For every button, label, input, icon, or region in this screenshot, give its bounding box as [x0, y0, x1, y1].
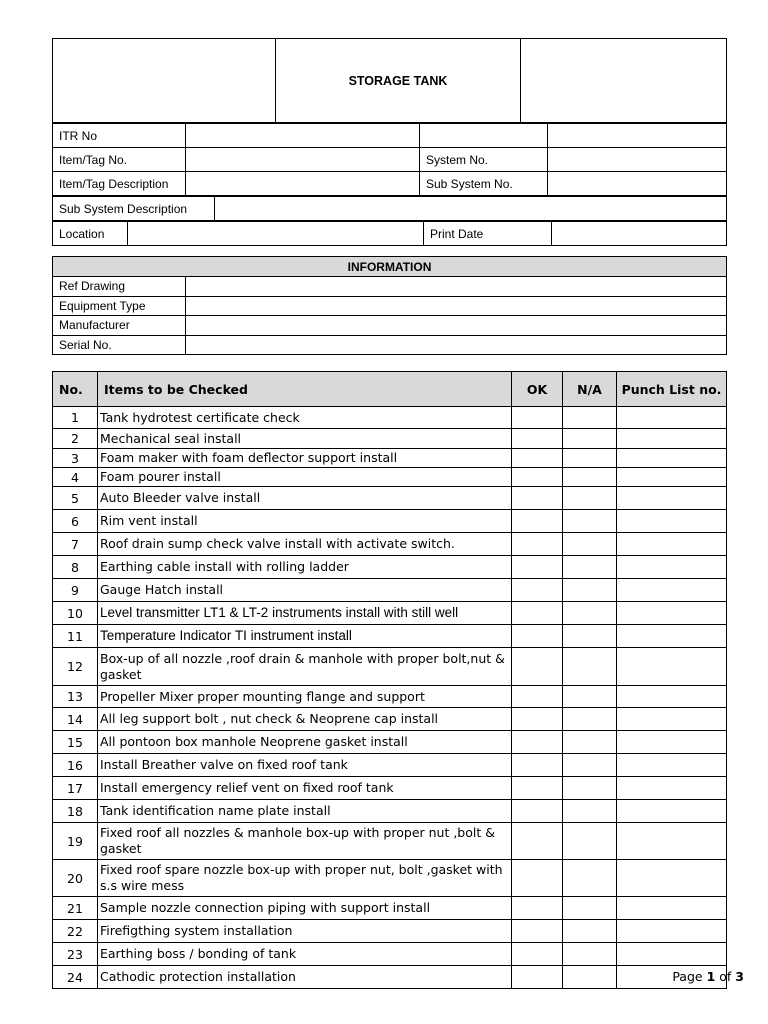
checklist-item-na[interactable]: [563, 754, 617, 777]
checklist-item-punch-list[interactable]: [617, 943, 727, 966]
checklist-row: [53, 920, 727, 943]
checklist-item-ok[interactable]: [512, 800, 563, 823]
checklist-item-text: Gauge Hatch install: [98, 579, 512, 602]
checklist-item-punch-list[interactable]: [617, 648, 727, 686]
sub-system-no-value[interactable]: [548, 172, 727, 196]
checklist-item-text: Fixed roof spare nozzle box-up with proper nut, bolt ,gasket with s.s wire mess: [98, 860, 512, 897]
checklist-row: [53, 686, 727, 708]
checklist-item-punch-list[interactable]: [617, 625, 727, 648]
serial-no-label: Serial No.: [53, 335, 186, 355]
checklist-item-na[interactable]: [563, 708, 617, 731]
checklist-item-na[interactable]: [563, 800, 617, 823]
column-items: Items to be Checked: [98, 372, 512, 407]
sub-system-no-label: Sub System No.: [420, 172, 548, 196]
system-no-label: System No.: [420, 148, 548, 172]
checklist-item-text: Sample nozzle connection piping with support install: [98, 897, 512, 920]
checklist-item-number: 16: [53, 754, 98, 777]
checklist-item-na[interactable]: [563, 897, 617, 920]
page-current: 1: [706, 969, 716, 984]
page-total: 3: [735, 969, 744, 984]
checklist-item-text: Cathodic protection installation: [98, 966, 512, 989]
checklist-item-number: 23: [53, 943, 98, 966]
print-date-value[interactable]: [552, 222, 727, 246]
checklist-item-number: 8: [53, 556, 98, 579]
checklist-item-punch-list[interactable]: [617, 533, 727, 556]
checklist-item-na[interactable]: [563, 731, 617, 754]
checklist-item-text: Auto Bleeder valve install: [98, 487, 512, 510]
header-table: [52, 38, 727, 123]
checklist-item-ok[interactable]: [512, 966, 563, 989]
column-ok: OK: [512, 372, 563, 407]
column-punch-list: Punch List no.: [617, 372, 727, 407]
checklist-item-ok[interactable]: [512, 407, 563, 429]
checklist-item-text: All leg support bolt , nut check & Neoprene cap install: [98, 708, 512, 731]
identification-table: [52, 123, 727, 246]
checklist-row: [53, 449, 727, 468]
checklist-item-number: 12: [53, 648, 98, 686]
column-na: N/A: [563, 372, 617, 407]
checklist-table: [52, 371, 727, 989]
checklist-item-text: Fixed roof all nozzles & manhole box-up with proper nut ,bolt & gasket: [98, 823, 512, 860]
checklist-item-na[interactable]: [563, 468, 617, 487]
checklist-row: [53, 800, 727, 823]
checklist-item-na[interactable]: [563, 648, 617, 686]
item-tag-no-label: Item/Tag No.: [53, 148, 186, 172]
checklist-item-number: 11: [53, 625, 98, 648]
checklist-item-ok[interactable]: [512, 579, 563, 602]
checklist-row: [53, 556, 727, 579]
checklist-row: [53, 579, 727, 602]
checklist-item-punch-list[interactable]: [617, 487, 727, 510]
checklist-item-punch-list[interactable]: [617, 860, 727, 897]
checklist-item-number: 19: [53, 823, 98, 860]
checklist-item-ok[interactable]: [512, 754, 563, 777]
checklist-item-text: Tank identification name plate install: [98, 800, 512, 823]
checklist-row: [53, 897, 727, 920]
checklist-item-na[interactable]: [563, 823, 617, 860]
checklist-item-na[interactable]: [563, 777, 617, 800]
checklist-item-number: 3: [53, 449, 98, 468]
checklist-item-text: Foam maker with foam deflector support install: [98, 449, 512, 468]
checklist-item-ok[interactable]: [512, 943, 563, 966]
column-no: No.: [53, 372, 98, 407]
checklist-row: [53, 510, 727, 533]
checklist-item-number: 21: [53, 897, 98, 920]
checklist-item-text: Roof drain sump check valve install with activate switch.: [98, 533, 512, 556]
checklist-item-ok[interactable]: [512, 897, 563, 920]
logo-cell-right: [521, 39, 727, 123]
checklist-item-na[interactable]: [563, 429, 617, 449]
checklist-item-number: 6: [53, 510, 98, 533]
checklist-row: [53, 407, 727, 429]
checklist-item-ok[interactable]: [512, 708, 563, 731]
checklist-item-text: Earthing boss / bonding of tank: [98, 943, 512, 966]
equipment-type-value[interactable]: [186, 296, 727, 316]
checklist-item-ok[interactable]: [512, 920, 563, 943]
checklist-item-number: 22: [53, 920, 98, 943]
checklist-item-ok[interactable]: [512, 648, 563, 686]
checklist-item-na[interactable]: [563, 449, 617, 468]
checklist-item-punch-list[interactable]: [617, 407, 727, 429]
checklist-item-number: 4: [53, 468, 98, 487]
checklist-item-text: Rim vent install: [98, 510, 512, 533]
checklist-item-text: All pontoon box manhole Neoprene gasket install: [98, 731, 512, 754]
checklist-item-na[interactable]: [563, 556, 617, 579]
checklist-item-na[interactable]: [563, 625, 617, 648]
checklist-item-text: Install emergency relief vent on fixed roof tank: [98, 777, 512, 800]
location-value[interactable]: [128, 222, 424, 246]
checklist-item-ok[interactable]: [512, 429, 563, 449]
checklist-item-text: Mechanical seal install: [98, 429, 512, 449]
checklist-item-number: 5: [53, 487, 98, 510]
checklist-item-na[interactable]: [563, 686, 617, 708]
checklist-row: [53, 648, 727, 686]
checklist-item-text: Tank hydrotest certificate check: [98, 407, 512, 429]
checklist-row: [53, 966, 727, 989]
sub-system-description-label: Sub System Description: [53, 197, 215, 221]
checklist-item-ok[interactable]: [512, 449, 563, 468]
checklist-item-ok[interactable]: [512, 860, 563, 897]
checklist-item-punch-list[interactable]: [617, 449, 727, 468]
checklist-item-ok[interactable]: [512, 487, 563, 510]
system-no-value[interactable]: [548, 148, 727, 172]
checklist-item-text: Firefigthing system installation: [98, 920, 512, 943]
sub-system-description-value[interactable]: [215, 197, 727, 221]
page-of: of: [719, 969, 732, 984]
checklist-row: [53, 487, 727, 510]
checklist-item-punch-list[interactable]: [617, 920, 727, 943]
checklist-item-number: 13: [53, 686, 98, 708]
checklist-item-punch-list[interactable]: [617, 897, 727, 920]
checklist-item-na[interactable]: [563, 966, 617, 989]
checklist-item-text: Propeller Mixer proper mounting flange and support: [98, 686, 512, 708]
checklist-item-na[interactable]: [563, 407, 617, 429]
page-label: Page: [672, 969, 703, 984]
checklist-row: [53, 777, 727, 800]
checklist-row: [53, 533, 727, 556]
location-label: Location: [53, 222, 128, 246]
checklist-item-punch-list[interactable]: [617, 556, 727, 579]
print-date-label: Print Date: [424, 222, 552, 246]
checklist-item-ok[interactable]: [512, 602, 563, 625]
checklist-row: [53, 754, 727, 777]
checklist-row: [53, 708, 727, 731]
checklist-item-text: Box-up of all nozzle ,roof drain & manhole with proper bolt,nut & gasket: [98, 648, 512, 686]
item-tag-description-label: Item/Tag Description: [53, 172, 186, 196]
checklist-item-na[interactable]: [563, 487, 617, 510]
checklist-item-na[interactable]: [563, 860, 617, 897]
itr-no-label: ITR No: [53, 124, 186, 148]
ref-drawing-label: Ref Drawing: [53, 277, 186, 297]
checklist-row: [53, 429, 727, 449]
checklist-body: [53, 407, 727, 989]
checklist-item-ok[interactable]: [512, 823, 563, 860]
checklist-row: [53, 823, 727, 860]
checklist-item-ok[interactable]: [512, 468, 563, 487]
checklist-item-punch-list[interactable]: [617, 579, 727, 602]
checklist-item-number: 17: [53, 777, 98, 800]
checklist-item-punch-list[interactable]: [617, 777, 727, 800]
checklist-item-punch-list[interactable]: [617, 468, 727, 487]
checklist-item-text: Earthing cable install with rolling ladder: [98, 556, 512, 579]
checklist-item-ok[interactable]: [512, 777, 563, 800]
checklist-item-ok[interactable]: [512, 533, 563, 556]
checklist-item-ok[interactable]: [512, 510, 563, 533]
itr-no-extra-value[interactable]: [548, 124, 727, 148]
checklist-item-na[interactable]: [563, 943, 617, 966]
checklist-item-punch-list[interactable]: [617, 510, 727, 533]
checklist-item-number: 15: [53, 731, 98, 754]
page-indicator: [672, 969, 744, 984]
ref-drawing-value[interactable]: [186, 277, 727, 297]
checklist-item-number: 9: [53, 579, 98, 602]
checklist-item-text: Temperature Indicator TI instrument install: [98, 625, 512, 648]
checklist-item-number: 10: [53, 602, 98, 625]
checklist-item-punch-list[interactable]: [617, 429, 727, 449]
checklist-item-text: Install Breather valve on fixed roof tank: [98, 754, 512, 777]
item-tag-no-value[interactable]: [186, 148, 420, 172]
checklist-row: [53, 731, 727, 754]
itr-no-extra[interactable]: [420, 124, 548, 148]
serial-no-value[interactable]: [186, 335, 727, 355]
checklist-item-punch-list[interactable]: [617, 800, 727, 823]
checklist-item-punch-list[interactable]: [617, 686, 727, 708]
checklist-item-na[interactable]: [563, 920, 617, 943]
equipment-type-label: Equipment Type: [53, 296, 186, 316]
checklist-row: [53, 602, 727, 625]
information-heading: INFORMATION: [53, 257, 727, 277]
checklist-item-number: 24: [53, 966, 98, 989]
checklist-item-number: 7: [53, 533, 98, 556]
checklist-row: [53, 625, 727, 648]
checklist-item-na[interactable]: [563, 510, 617, 533]
checklist-item-text: Level transmitter LT1 & LT-2 instruments install with still well: [98, 602, 512, 625]
itr-no-value[interactable]: [186, 124, 420, 148]
checklist-item-punch-list[interactable]: [617, 754, 727, 777]
document-title: STORAGE TANK: [276, 39, 521, 123]
checklist-item-ok[interactable]: [512, 731, 563, 754]
checklist-item-na[interactable]: [563, 579, 617, 602]
checklist-item-punch-list[interactable]: [617, 823, 727, 860]
checklist-item-na[interactable]: [563, 602, 617, 625]
checklist-item-ok[interactable]: [512, 556, 563, 579]
information-table: [52, 256, 727, 355]
checklist-item-number: 18: [53, 800, 98, 823]
checklist-item-number: 14: [53, 708, 98, 731]
checklist-row: [53, 943, 727, 966]
checklist-item-number: 2: [53, 429, 98, 449]
checklist-row: [53, 860, 727, 897]
checklist-item-ok[interactable]: [512, 686, 563, 708]
checklist-item-punch-list[interactable]: [617, 708, 727, 731]
logo-cell-left: [53, 39, 276, 123]
item-tag-description-value[interactable]: [186, 172, 420, 196]
checklist-item-na[interactable]: [563, 533, 617, 556]
checklist-row: [53, 468, 727, 487]
checklist-item-number: 1: [53, 407, 98, 429]
checklist-item-punch-list[interactable]: [617, 602, 727, 625]
checklist-item-text: Foam pourer install: [98, 468, 512, 487]
manufacturer-label: Manufacturer: [53, 316, 186, 336]
checklist-item-ok[interactable]: [512, 625, 563, 648]
manufacturer-value[interactable]: [186, 316, 727, 336]
checklist-item-number: 20: [53, 860, 98, 897]
checklist-item-punch-list[interactable]: [617, 731, 727, 754]
